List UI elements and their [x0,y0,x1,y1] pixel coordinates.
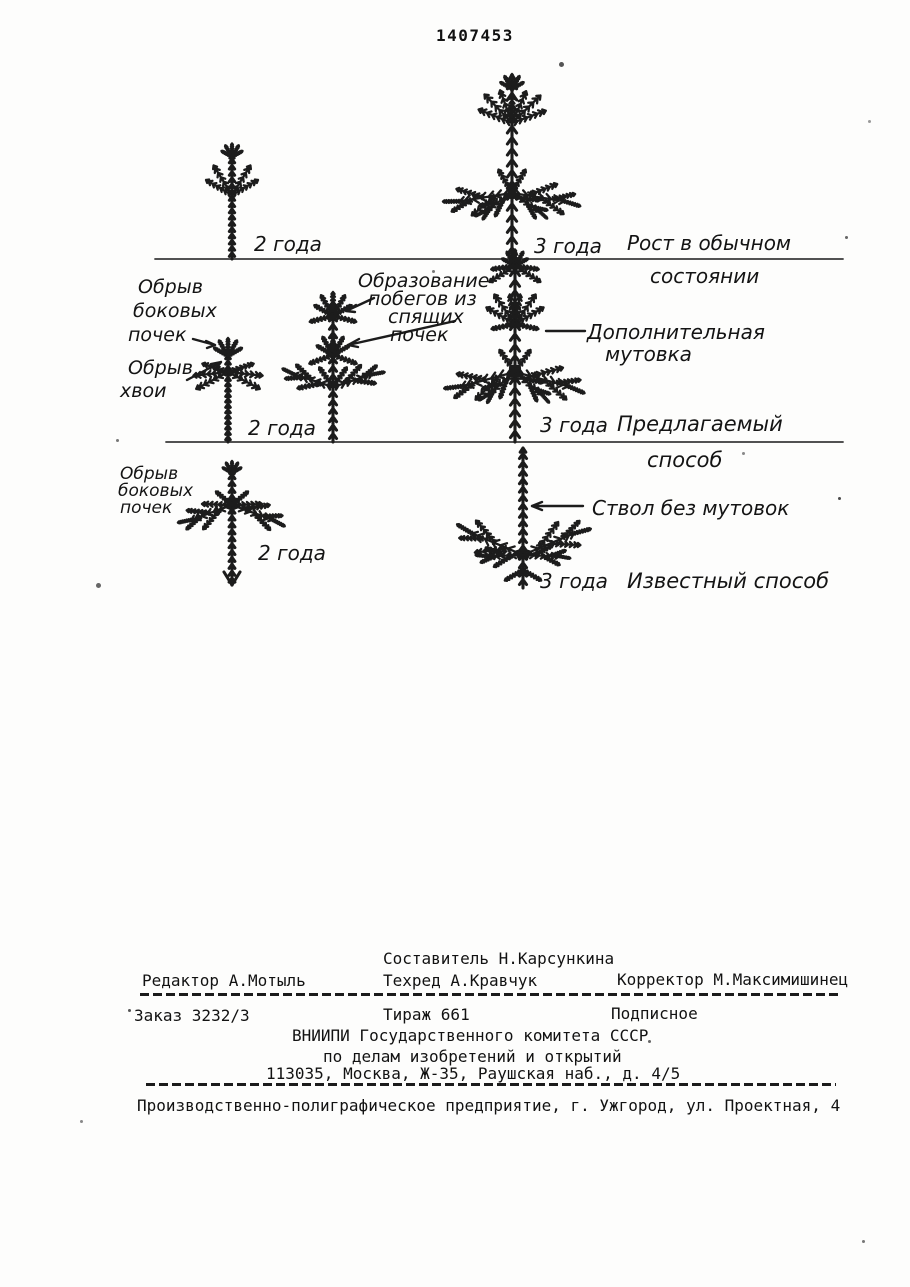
label-break-side-buds-bottom [118,466,193,517]
label-age-3yr-proposed: 3 года [540,413,608,437]
imprint-organization-line1: ВНИИПИ Государственного комитета СССР [292,1026,649,1045]
caption-normal-growth-line1: Рост в обычном [627,231,792,255]
label-line: мутовка [605,342,692,366]
label-age-3yr-known: 3 года [540,569,608,593]
imprint-editor: Редактор А.Мотыль [142,971,306,990]
label-line: почек [390,324,449,346]
imprint-divider-2 [146,1083,836,1086]
label-line: спящих [388,306,464,328]
tree-normal-3yr [441,74,584,259]
imprint-printer: Производственно-полиграфическое предприятие, г. Ужгород, ул. Проектная, 4 [137,1096,841,1115]
label-shoot-formation [358,272,489,344]
label-break-side-buds-mid [128,275,217,347]
label-age-2yr-proposed: 2 года [248,416,316,440]
imprint-address: 113035, Москва, Ж-35, Раушская наб., д. 4/5 [266,1064,681,1083]
tree-normal-2yr [205,144,259,260]
scan-speckles [838,497,841,500]
label-line: Дополнительная [587,320,765,344]
imprint-techred: Техред А.Кравчук [383,971,538,990]
label-age-2yr-known: 2 года [258,541,326,565]
imprint-organization-line2: по делам изобретений и открытий [323,1047,622,1066]
label-line: почек [120,498,173,518]
label-line: Обрыв [120,464,179,484]
imprint-print-run: Тираж 661 [383,1005,470,1024]
caption-proposed-line2: способ [647,448,723,472]
label-line: боковых [118,481,194,501]
tree-known-3yr-bare-trunk [448,448,596,588]
arrow-trunk-no-whorls [532,502,583,510]
caption-normal-growth-line2: состоянии [650,264,760,288]
patent-number: 1407453 [436,26,514,45]
label-trunk-without-whorls: Ствол без мутовок [592,496,790,520]
caption-known-method: Известный способ [627,569,830,593]
label-line: побегов из [368,288,477,310]
imprint-compiler: Составитель Н.Карсункина [383,949,615,968]
label-age-3yr-normal: 3 года [534,234,602,258]
imprint-corrector: Корректор М.Максимишинец [617,970,849,989]
label-line: хвои [120,380,167,402]
label-line: Обрыв [128,357,193,379]
label-age-2yr-normal: 2 года [254,232,322,256]
imprint-order: Заказ 3232/3 [134,1006,250,1025]
label-line: почек [128,324,187,346]
label-line: Обрыв [138,276,203,298]
label-break-needles [120,357,193,403]
label-line: боковых [133,300,217,322]
caption-proposed-line1: Предлагаемый [617,412,783,436]
imprint-subscription: Подписное [611,1004,698,1023]
imprint-divider-1 [140,993,842,996]
label-additional-whorl [587,321,765,365]
label-line: Образование [358,270,490,292]
